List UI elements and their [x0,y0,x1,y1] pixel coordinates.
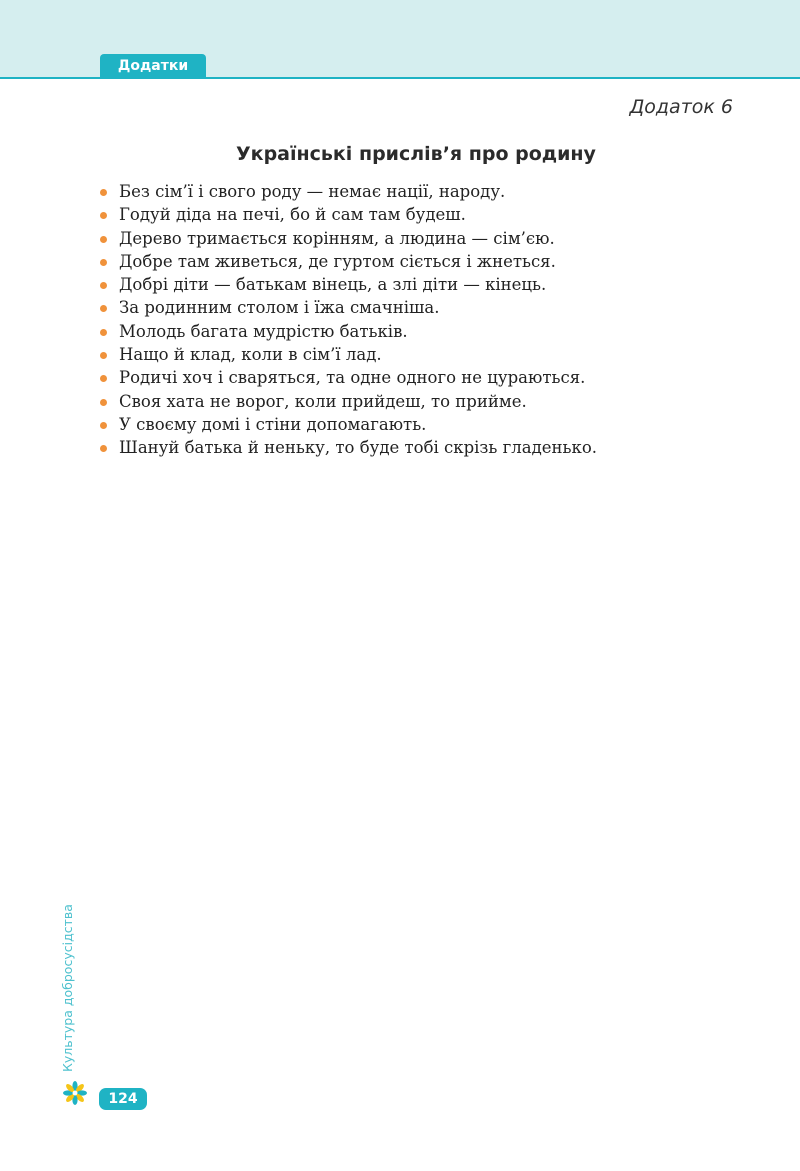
flower-icon [62,1080,88,1106]
list-item [100,296,597,319]
bullet-icon [100,445,107,452]
proverb-text: За родинним столом і їжа смачніша. [119,298,440,318]
appendix-label: Додаток 6 [629,96,733,118]
list-item [100,180,597,203]
list-item [100,320,597,343]
list-item [100,343,597,366]
list-item [100,227,597,250]
bullet-icon [100,189,107,196]
list-item [100,250,597,273]
proverb-text: Молодь багата мудрістю батьків. [119,321,408,341]
page-number: 124 [99,1088,147,1110]
bullet-icon [100,375,107,382]
proverb-text: Добре там живеться, де гуртом сіється і жнеться. [119,251,556,271]
bullet-icon [100,259,107,266]
page-title: Українські прислів’я про родину [236,143,596,165]
proverb-text: Годуй діда на печі, бо й сам там будеш. [119,205,466,225]
list-item [100,436,597,459]
bullet-icon [100,305,107,312]
bullet-icon [100,352,107,359]
bullet-icon [100,329,107,336]
proverb-text: Дерево тримається корінням, а людина — сім’єю. [119,228,555,248]
bullet-icon [100,236,107,243]
bullet-icon [100,282,107,289]
proverb-text: Шануй батька й неньку, то буде тобі скрізь гладенько. [119,438,598,458]
proverb-list [100,180,597,460]
list-item [100,390,597,413]
proverb-text: Родичі хоч і сваряться, та одне одного не цураються. [119,368,586,388]
bullet-icon [100,399,107,406]
proverb-text: Добрі діти — батькам вінець, а злі діти — кінець. [119,275,547,295]
bullet-icon [100,422,107,429]
list-item [100,203,597,226]
section-tab: Додатки [100,54,206,79]
proverb-text: Без сім’ї і свого роду — немає нації, народу. [119,182,506,201]
list-item [100,413,597,436]
list-item [100,273,597,296]
proverb-text: Нащо й клад, коли в сім’ї лад. [119,345,382,365]
proverb-text: Своя хата не ворог, коли прийдеш, то прийме. [119,391,527,411]
list-item [100,366,597,389]
side-caption: Культура добросусідства [60,904,75,1072]
bullet-icon [100,212,107,219]
proverb-text: У своєму домі і стіни допомагають. [119,414,427,434]
